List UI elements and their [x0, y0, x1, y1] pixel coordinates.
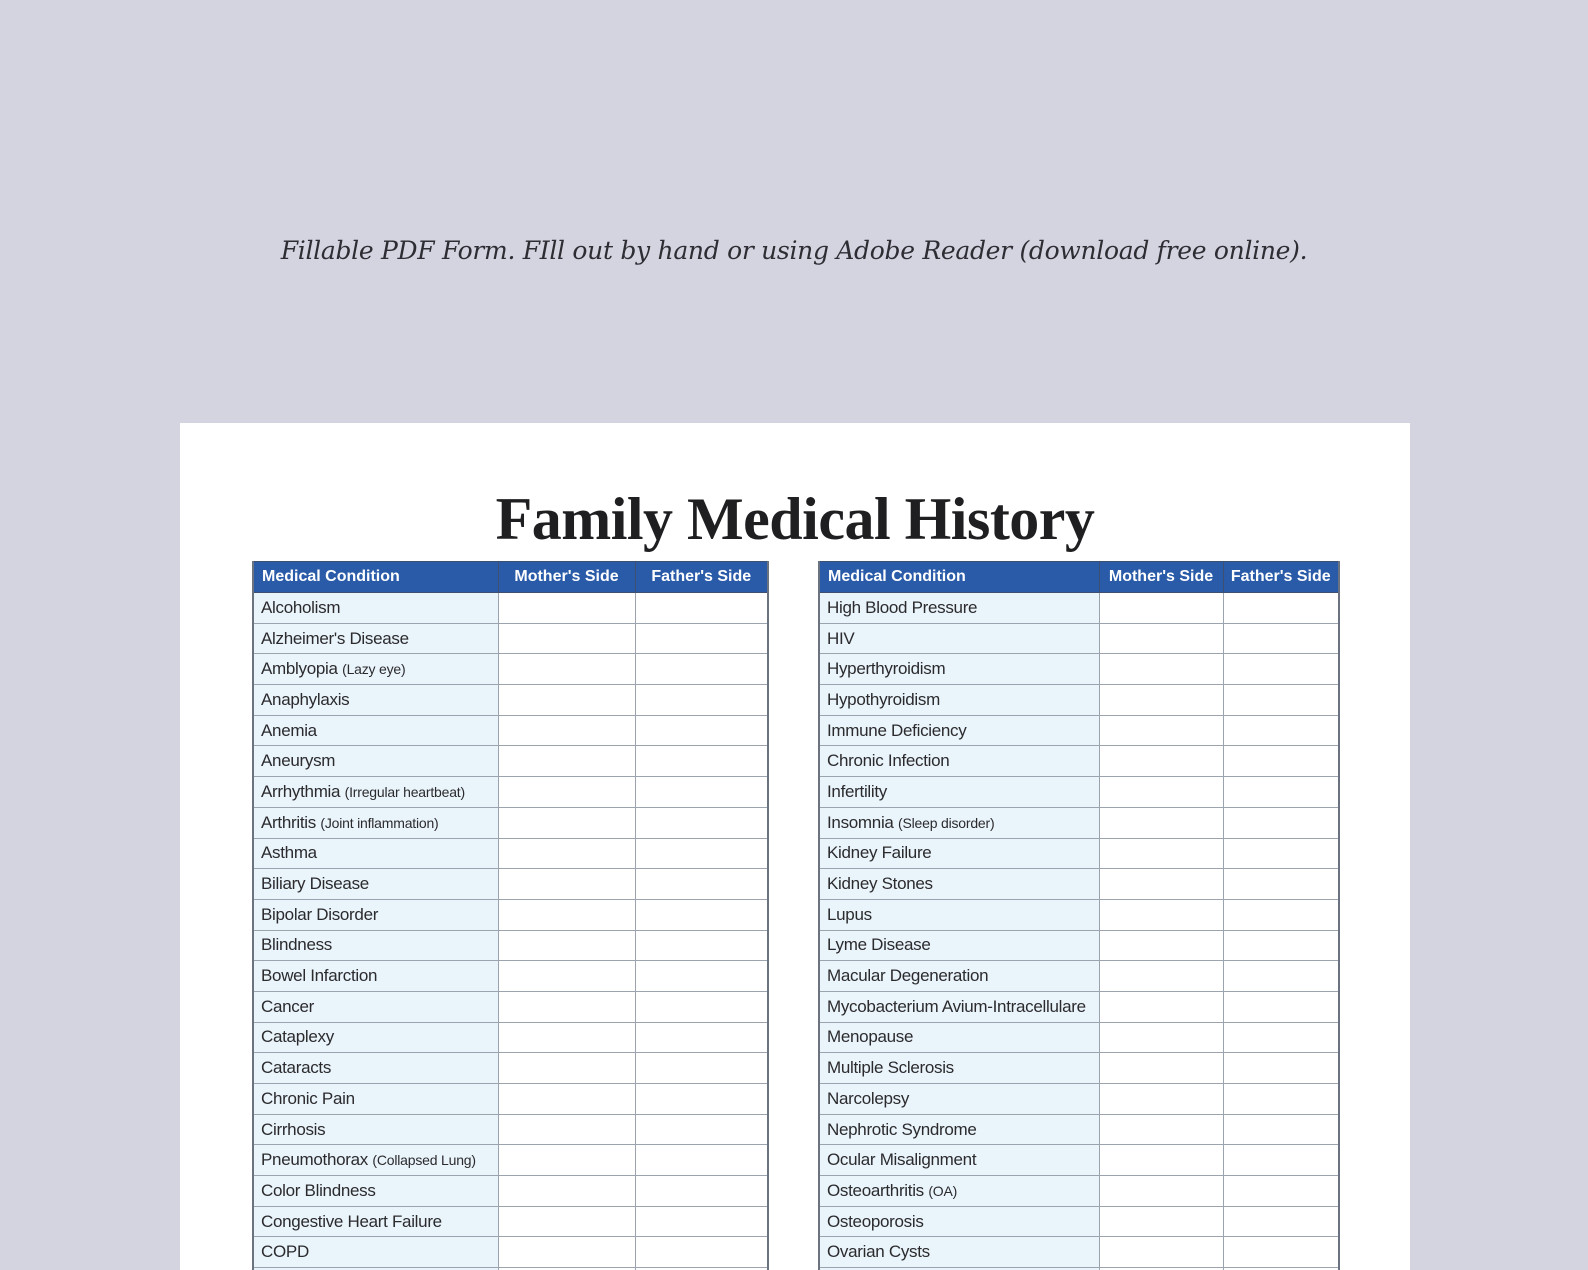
condition-name: Cataracts [261, 1058, 332, 1078]
condition-note: (Joint inflammation) [320, 814, 439, 831]
table-row [819, 623, 1339, 654]
mothers-side-field[interactable] [1099, 623, 1223, 654]
mothers-side-field[interactable] [1099, 807, 1223, 838]
condition-cell [253, 1145, 498, 1176]
fathers-side-field[interactable] [635, 685, 768, 716]
condition-cell [819, 869, 1099, 900]
condition-name: COPD [261, 1242, 309, 1262]
header-medical-condition: Medical Condition [819, 562, 1099, 593]
condition-cell [253, 623, 498, 654]
table-row [819, 715, 1339, 746]
table-row [253, 715, 768, 746]
table-row [253, 654, 768, 685]
condition-note: (OA) [928, 1182, 958, 1199]
mothers-side-field[interactable] [1099, 1176, 1223, 1207]
fathers-side-field[interactable] [1223, 1145, 1339, 1176]
condition-cell [819, 623, 1099, 654]
condition-cell [253, 961, 498, 992]
mothers-side-field[interactable] [1099, 777, 1223, 808]
fathers-side-field[interactable] [1223, 1206, 1339, 1237]
header-fathers-side: Father's Side [635, 562, 768, 593]
conditions-table-right [818, 561, 1340, 1270]
table-row [819, 838, 1339, 869]
table-row [819, 1114, 1339, 1145]
condition-name: Ocular Misalignment [827, 1150, 977, 1170]
fathers-side-field[interactable] [1223, 654, 1339, 685]
condition-cell [253, 899, 498, 930]
table-row [819, 1053, 1339, 1084]
condition-cell [253, 1022, 498, 1053]
document-title: Family Medical History [495, 486, 1095, 552]
condition-name: Arrhythmia [261, 781, 341, 801]
mothers-side-field[interactable] [498, 1206, 635, 1237]
table-row [253, 869, 768, 900]
mothers-side-field[interactable] [498, 715, 635, 746]
fathers-side-field[interactable] [635, 746, 768, 777]
mothers-side-field[interactable] [1099, 746, 1223, 777]
table-row [253, 1084, 768, 1115]
mothers-side-field[interactable] [498, 1053, 635, 1084]
table-row [253, 1022, 768, 1053]
table-row [253, 1237, 768, 1268]
mothers-side-field[interactable] [1099, 838, 1223, 869]
condition-name: Bipolar Disorder [261, 904, 379, 924]
fathers-side-field[interactable] [1223, 593, 1339, 624]
condition-cell [253, 1114, 498, 1145]
mothers-side-field[interactable] [498, 899, 635, 930]
condition-cell [253, 930, 498, 961]
table-row [253, 1114, 768, 1145]
fathers-side-field[interactable] [1223, 685, 1339, 716]
condition-name: Asthma [261, 843, 317, 863]
fathers-side-field[interactable] [635, 1084, 768, 1115]
condition-cell [253, 654, 498, 685]
mothers-side-field[interactable] [498, 777, 635, 808]
condition-name: Multiple Sclerosis [827, 1058, 954, 1078]
fathers-side-field[interactable] [635, 623, 768, 654]
condition-cell [253, 838, 498, 869]
condition-cell [819, 1145, 1099, 1176]
fathers-side-field[interactable] [1223, 961, 1339, 992]
mothers-side-field[interactable] [1099, 1114, 1223, 1145]
fathers-side-field[interactable] [1223, 1237, 1339, 1268]
table-row [819, 1084, 1339, 1115]
table-row [253, 838, 768, 869]
condition-name: Bowel Infarction [261, 966, 378, 986]
mothers-side-field[interactable] [498, 1176, 635, 1207]
condition-name: Color Blindness [261, 1180, 376, 1200]
table-row [819, 746, 1339, 777]
condition-cell [819, 685, 1099, 716]
mothers-side-field[interactable] [1099, 1145, 1223, 1176]
table-row [819, 807, 1339, 838]
condition-name: Pneumothorax [261, 1150, 368, 1170]
table-row [819, 961, 1339, 992]
condition-name: Arthritis [261, 812, 316, 832]
mothers-side-field[interactable] [498, 593, 635, 624]
condition-note: (Irregular heartbeat) [344, 783, 465, 800]
table-row [819, 1176, 1339, 1207]
promo-tagline: Fillable PDF Form. FIll out by hand or using Adobe Reader (download free online). [280, 236, 1308, 265]
fathers-side-field[interactable] [635, 593, 768, 624]
condition-name: Mycobacterium Avium-Intracellulare [827, 996, 1086, 1016]
mothers-side-field[interactable] [498, 1022, 635, 1053]
fathers-side-field[interactable] [1223, 930, 1339, 961]
condition-name: Lyme Disease [827, 935, 931, 955]
mothers-side-field[interactable] [498, 1145, 635, 1176]
fathers-side-field[interactable] [1223, 869, 1339, 900]
condition-cell [819, 746, 1099, 777]
condition-note: (Lazy eye) [342, 661, 406, 678]
fathers-side-field[interactable] [635, 838, 768, 869]
condition-cell [819, 961, 1099, 992]
table-row [253, 991, 768, 1022]
mothers-side-field[interactable] [498, 685, 635, 716]
condition-name: Ovarian Cysts [827, 1242, 930, 1262]
table-row [253, 1206, 768, 1237]
fathers-side-field[interactable] [635, 961, 768, 992]
table-row [253, 807, 768, 838]
condition-name: Hypothyroidism [827, 689, 940, 709]
condition-name: Infertility [827, 781, 887, 801]
fathers-side-field[interactable] [1223, 1084, 1339, 1115]
condition-name: Kidney Failure [827, 843, 932, 863]
condition-cell [819, 777, 1099, 808]
mothers-side-field[interactable] [498, 1237, 635, 1268]
mothers-side-field[interactable] [1099, 899, 1223, 930]
mothers-side-field[interactable] [498, 1084, 635, 1115]
table-row [253, 777, 768, 808]
mothers-side-field[interactable] [1099, 930, 1223, 961]
mothers-side-field[interactable] [1099, 961, 1223, 992]
condition-name: Narcolepsy [827, 1088, 910, 1108]
condition-name: Kidney Stones [827, 874, 933, 894]
fathers-side-field[interactable] [635, 654, 768, 685]
fathers-side-field[interactable] [1223, 991, 1339, 1022]
condition-cell [819, 930, 1099, 961]
mothers-side-field[interactable] [1099, 685, 1223, 716]
condition-name: Chronic Infection [827, 751, 950, 771]
mothers-side-field[interactable] [498, 807, 635, 838]
mothers-side-field[interactable] [1099, 654, 1223, 685]
mothers-side-field[interactable] [1099, 991, 1223, 1022]
mothers-side-field[interactable] [498, 654, 635, 685]
condition-name: Hyperthyroidism [827, 659, 946, 679]
condition-cell [253, 1206, 498, 1237]
fathers-side-field[interactable] [635, 1176, 768, 1207]
condition-name: Osteoarthritis [827, 1180, 924, 1200]
condition-note: (Sleep disorder) [898, 814, 995, 831]
fathers-side-field[interactable] [1223, 1176, 1339, 1207]
mothers-side-field[interactable] [498, 623, 635, 654]
condition-cell [819, 991, 1099, 1022]
mothers-side-field[interactable] [1099, 593, 1223, 624]
condition-name: Aneurysm [261, 751, 336, 771]
condition-name: Cataplexy [261, 1027, 334, 1047]
fathers-side-field[interactable] [635, 1237, 768, 1268]
table-row [253, 623, 768, 654]
header-mothers-side: Mother's Side [1099, 562, 1223, 593]
fathers-side-field[interactable] [1223, 1053, 1339, 1084]
condition-cell [253, 777, 498, 808]
mothers-side-field[interactable] [498, 838, 635, 869]
table-row [819, 685, 1339, 716]
condition-name: Macular Degeneration [827, 966, 989, 986]
condition-cell [819, 899, 1099, 930]
condition-name: Osteoporosis [827, 1211, 924, 1231]
condition-name: Lupus [827, 904, 872, 924]
table-row [819, 777, 1339, 808]
fathers-side-field[interactable] [635, 1145, 768, 1176]
fathers-side-field[interactable] [1223, 807, 1339, 838]
conditions-table-left [252, 561, 769, 1270]
condition-cell [253, 685, 498, 716]
mothers-side-field[interactable] [498, 930, 635, 961]
header-fathers-side: Father's Side [1223, 562, 1339, 593]
table-header-row [253, 562, 768, 593]
fathers-side-field[interactable] [635, 991, 768, 1022]
condition-name: Anemia [261, 720, 317, 740]
condition-cell [819, 1237, 1099, 1268]
condition-name: Alzheimer's Disease [261, 628, 409, 648]
condition-cell [819, 1053, 1099, 1084]
fathers-side-field[interactable] [635, 869, 768, 900]
fathers-side-field[interactable] [1223, 746, 1339, 777]
condition-name: Immune Deficiency [827, 720, 967, 740]
condition-name: Anaphylaxis [261, 689, 350, 709]
condition-name: Insomnia [827, 812, 894, 832]
fathers-side-field[interactable] [635, 1206, 768, 1237]
mothers-side-field[interactable] [1099, 715, 1223, 746]
mothers-side-field[interactable] [1099, 1084, 1223, 1115]
table-row [819, 654, 1339, 685]
condition-name: Nephrotic Syndrome [827, 1119, 977, 1139]
table-row [253, 961, 768, 992]
condition-cell [253, 1084, 498, 1115]
condition-name: Blindness [261, 935, 333, 955]
mothers-side-field[interactable] [1099, 869, 1223, 900]
mothers-side-field[interactable] [1099, 1022, 1223, 1053]
condition-name: High Blood Pressure [827, 597, 978, 617]
condition-name: Menopause [827, 1027, 914, 1047]
condition-cell [819, 838, 1099, 869]
table-row [819, 869, 1339, 900]
mothers-side-field[interactable] [498, 746, 635, 777]
table-header-row [819, 562, 1339, 593]
condition-cell [253, 1053, 498, 1084]
mothers-side-field[interactable] [1099, 1237, 1223, 1268]
condition-cell [253, 869, 498, 900]
fathers-side-field[interactable] [635, 1114, 768, 1145]
table-row [819, 1022, 1339, 1053]
condition-name: Biliary Disease [261, 874, 369, 894]
mothers-side-field[interactable] [1099, 1206, 1223, 1237]
fathers-side-field[interactable] [635, 777, 768, 808]
header-mothers-side: Mother's Side [498, 562, 635, 593]
condition-cell [819, 1114, 1099, 1145]
condition-cell [819, 1206, 1099, 1237]
condition-name: HIV [827, 628, 855, 648]
mothers-side-field[interactable] [498, 1114, 635, 1145]
fathers-side-field[interactable] [1223, 623, 1339, 654]
mothers-side-field[interactable] [498, 991, 635, 1022]
fathers-side-field[interactable] [635, 899, 768, 930]
table-row [819, 1237, 1339, 1268]
mothers-side-field[interactable] [498, 869, 635, 900]
condition-cell [819, 654, 1099, 685]
condition-cell [253, 1176, 498, 1207]
fathers-side-field[interactable] [1223, 899, 1339, 930]
table-row [253, 1176, 768, 1207]
fathers-side-field[interactable] [635, 930, 768, 961]
table-row [253, 1145, 768, 1176]
condition-cell [253, 807, 498, 838]
table-row [253, 899, 768, 930]
form-sheet [180, 423, 1410, 1270]
condition-cell [819, 715, 1099, 746]
mothers-side-field[interactable] [498, 961, 635, 992]
condition-note: (Collapsed Lung) [372, 1152, 476, 1169]
condition-name: Alcoholism [261, 597, 341, 617]
condition-name: Amblyopia [261, 659, 338, 679]
condition-cell [819, 1022, 1099, 1053]
condition-name: Congestive Heart Failure [261, 1211, 442, 1231]
table-row [819, 593, 1339, 624]
table-row [253, 593, 768, 624]
table-row [819, 930, 1339, 961]
mothers-side-field[interactable] [1099, 1053, 1223, 1084]
fathers-side-field[interactable] [635, 1022, 768, 1053]
table-row [819, 1206, 1339, 1237]
table-row [819, 991, 1339, 1022]
table-row [253, 685, 768, 716]
condition-cell [819, 593, 1099, 624]
table-row [253, 930, 768, 961]
fathers-side-field[interactable] [1223, 838, 1339, 869]
condition-cell [253, 715, 498, 746]
table-row [253, 1053, 768, 1084]
condition-cell [819, 1176, 1099, 1207]
table-row [819, 899, 1339, 930]
header-medical-condition: Medical Condition [253, 562, 498, 593]
condition-cell [253, 1237, 498, 1268]
fathers-side-field[interactable] [1223, 715, 1339, 746]
condition-cell [819, 1084, 1099, 1115]
table-row [819, 1145, 1339, 1176]
fathers-side-field[interactable] [635, 1053, 768, 1084]
condition-cell [819, 807, 1099, 838]
condition-name: Cirrhosis [261, 1119, 326, 1139]
fathers-side-field[interactable] [1223, 1114, 1339, 1145]
condition-name: Cancer [261, 996, 315, 1016]
fathers-side-field[interactable] [635, 715, 768, 746]
condition-name: Chronic Pain [261, 1088, 355, 1108]
condition-cell [253, 991, 498, 1022]
condition-cell [253, 593, 498, 624]
fathers-side-field[interactable] [1223, 1022, 1339, 1053]
fathers-side-field[interactable] [635, 807, 768, 838]
condition-cell [253, 746, 498, 777]
fathers-side-field[interactable] [1223, 777, 1339, 808]
table-row [253, 746, 768, 777]
